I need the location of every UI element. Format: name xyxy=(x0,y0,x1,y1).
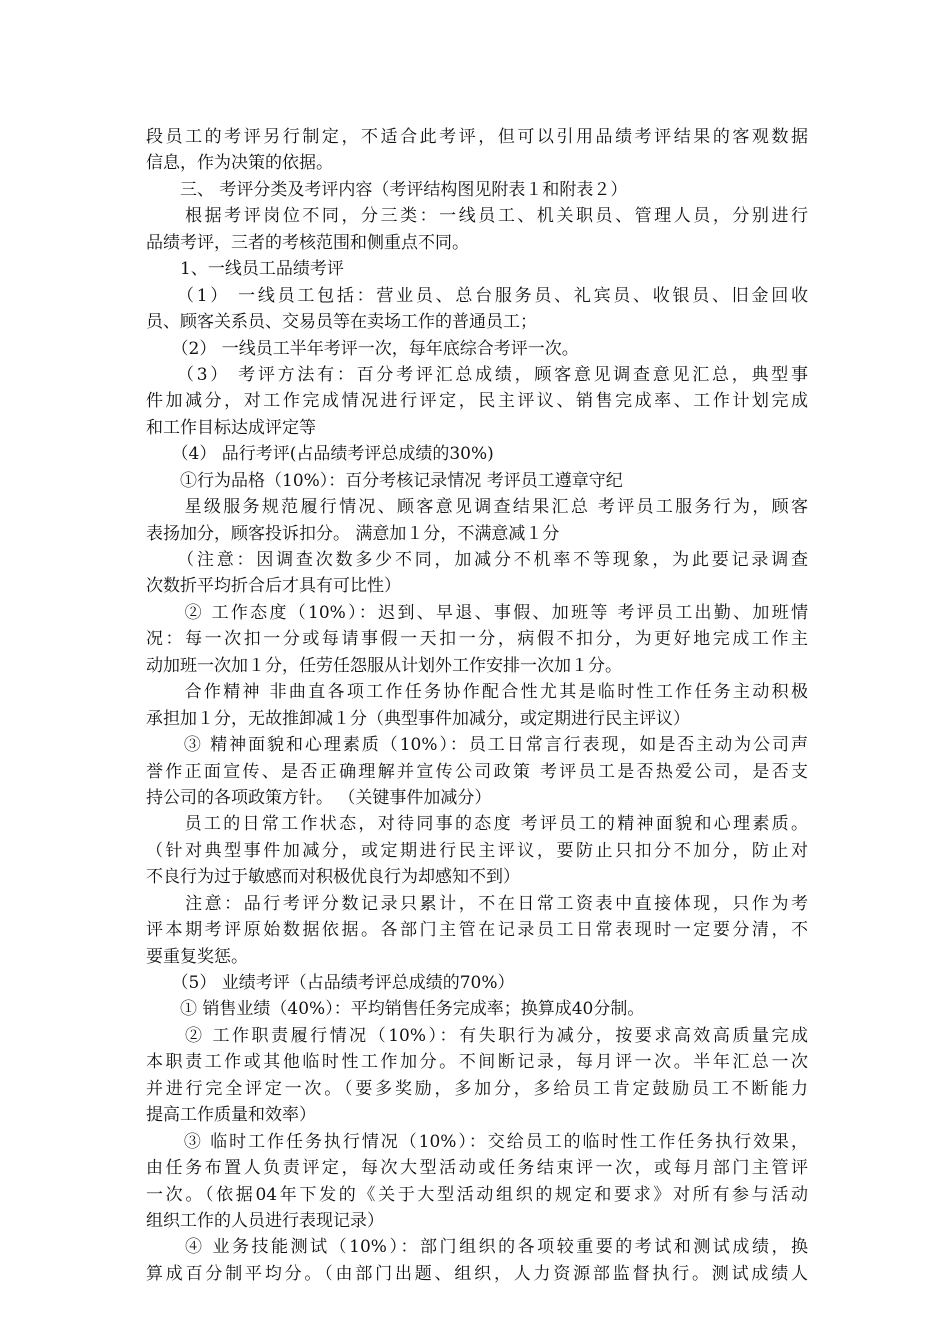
text-line: （2） 一线员工半年考评一次，每年底综合考评一次。 xyxy=(146,338,579,359)
text-line: 持公司的各项政策方针。 （关键事件加减分） xyxy=(146,787,492,808)
text-line: ④ 业务技能测试（10%）：部门组织的各项较重要的考试和测试成绩，换 xyxy=(146,1237,808,1258)
text-line: （1） 一线员工包括：营业员、总台服务员、礼宾员、收银员、旧金回收 xyxy=(146,285,808,306)
text-line: 并进行完全评定一次。（要多奖励，多加分，多给员工肯定鼓励员工不断能力 xyxy=(146,1078,808,1099)
text-line: 承担加１分，无故推卸减１分（典型事件加减分，或定期进行民主评议） xyxy=(146,708,690,729)
text-line: 一次。（依据04年下发的《关于大型活动组织的规定和要求》对所有参与活动 xyxy=(146,1184,808,1205)
text-line: 况：每一次扣一分或每请事假一天扣一分，病假不扣分，为更好地完成工作主 xyxy=(146,629,808,650)
text-line: 组织工作的人员进行表现记录） xyxy=(146,1210,384,1231)
text-line: 根据考评岗位不同，分三类：一线员工、机关职员、管理人员，分别进行 xyxy=(146,206,808,227)
text-line: ③ 临时工作任务执行情况（10%）：交给员工的临时性工作任务执行效果， xyxy=(146,1131,808,1152)
text-line: （3） 考评方法有：百分考评汇总成绩，顾客意见调查意见汇总，典型事 xyxy=(146,364,808,385)
text-line: 本职责工作或其他临时性工作加分。不间断记录，每月评一次。半年汇总一次 xyxy=(146,1052,808,1073)
text-line: 要重复奖惩。 xyxy=(146,946,248,967)
text-line: 由任务布置人负责评定，每次大型活动或任务结束评一次，或每月部门主管评 xyxy=(146,1158,808,1179)
document-body xyxy=(146,124,808,1287)
text-line: 和工作目标达成评定等 xyxy=(146,417,316,438)
text-line: ① 销售业绩（40%）：平均销售任务完成率；换算成40分制。 xyxy=(146,999,645,1020)
text-line: ② 工作态度（10%）：迟到、早退、事假、加班等 考评员工出勤、加班情 xyxy=(146,602,808,623)
text-line: 员、顾客关系员、交易员等在卖场工作的普通员工； xyxy=(146,312,537,333)
text-line: （注意：因调查次数多少不同，加减分不机率不等现象，为此要记录调查 xyxy=(146,550,808,570)
text-line: ③ 精神面貌和心理素质（10%）：员工日常言行表现，如是否主动为公司声 xyxy=(146,735,808,756)
text-line: 动加班一次加１分，任劳任怨服从计划外工作安排一次加１分。 xyxy=(146,655,622,676)
text-line: 誉作正面宣传、是否正确理解并宣传公司政策 考评员工是否热爱公司，是否支 xyxy=(146,761,808,782)
text-line: 评本期考评原始数据依据。各部门主管在记录员工日常表现时一定要分清，不 xyxy=(146,920,808,941)
text-line: 员工的日常工作状态，对待同事的态度 考评员工的精神面貌和心理素质。 xyxy=(146,814,808,835)
text-line: 注意：品行考评分数记录只累计，不在日常工资表中直接体现，只作为考 xyxy=(146,893,808,914)
text-line: 提高工作质量和效率） xyxy=(146,1105,316,1126)
text-line: 次数折平均折合后才具有可比性） xyxy=(146,576,401,597)
text-line: （5） 业绩考评（占品绩考评总成绩的70%） xyxy=(146,973,515,993)
text-line: 星级服务规范履行情况、顾客意见调查结果汇总 考评员工服务行为，顾客 xyxy=(146,497,808,518)
text-line: （针对典型事件加减分，或定期进行民主评议，要防止只扣分不加分，防止对 xyxy=(146,840,808,861)
text-line: 算成百分制平均分。（由部门出题、组织，人力资源部监督执行。测试成绩人 xyxy=(146,1263,808,1284)
text-line: 合作精神 非曲直各项工作任务协作配合性尤其是临时性工作任务主动积极 xyxy=(146,682,808,703)
text-line: 段员工的考评另行制定，不适合此考评，但可以引用品绩考评结果的客观数据 xyxy=(146,127,808,147)
text-line: 品绩考评，三者的考核范围和侧重点不同。 xyxy=(146,232,469,253)
text-line: 件加减分，对工作完成情况进行评定，民主评议、销售完成率、工作计划完成 xyxy=(146,391,808,412)
text-line: 不良行为过于敏感而对积极优良行为却感知不到） xyxy=(146,867,520,888)
text-line: 信息，作为决策的依据。 xyxy=(146,153,333,174)
text-line: ② 工作职责履行情况（10%）：有失职行为减分，按要求高效高质量完成 xyxy=(146,1025,808,1046)
subsection-heading: 1、一线员工品绩考评 xyxy=(146,259,344,280)
text-line: 表扬加分，顾客投诉扣分。 满意加１分，不满意减１分 xyxy=(146,523,560,544)
text-line: （4） 品行考评(占品绩考评总成绩的30%) xyxy=(146,444,494,465)
text-line: ①行为品格（10%）：百分考核记录情况 考评员工遵章守纪 xyxy=(146,470,623,491)
section-heading: 三、 考评分类及考评内容（考评结构图见附表１和附表２） xyxy=(146,179,628,200)
